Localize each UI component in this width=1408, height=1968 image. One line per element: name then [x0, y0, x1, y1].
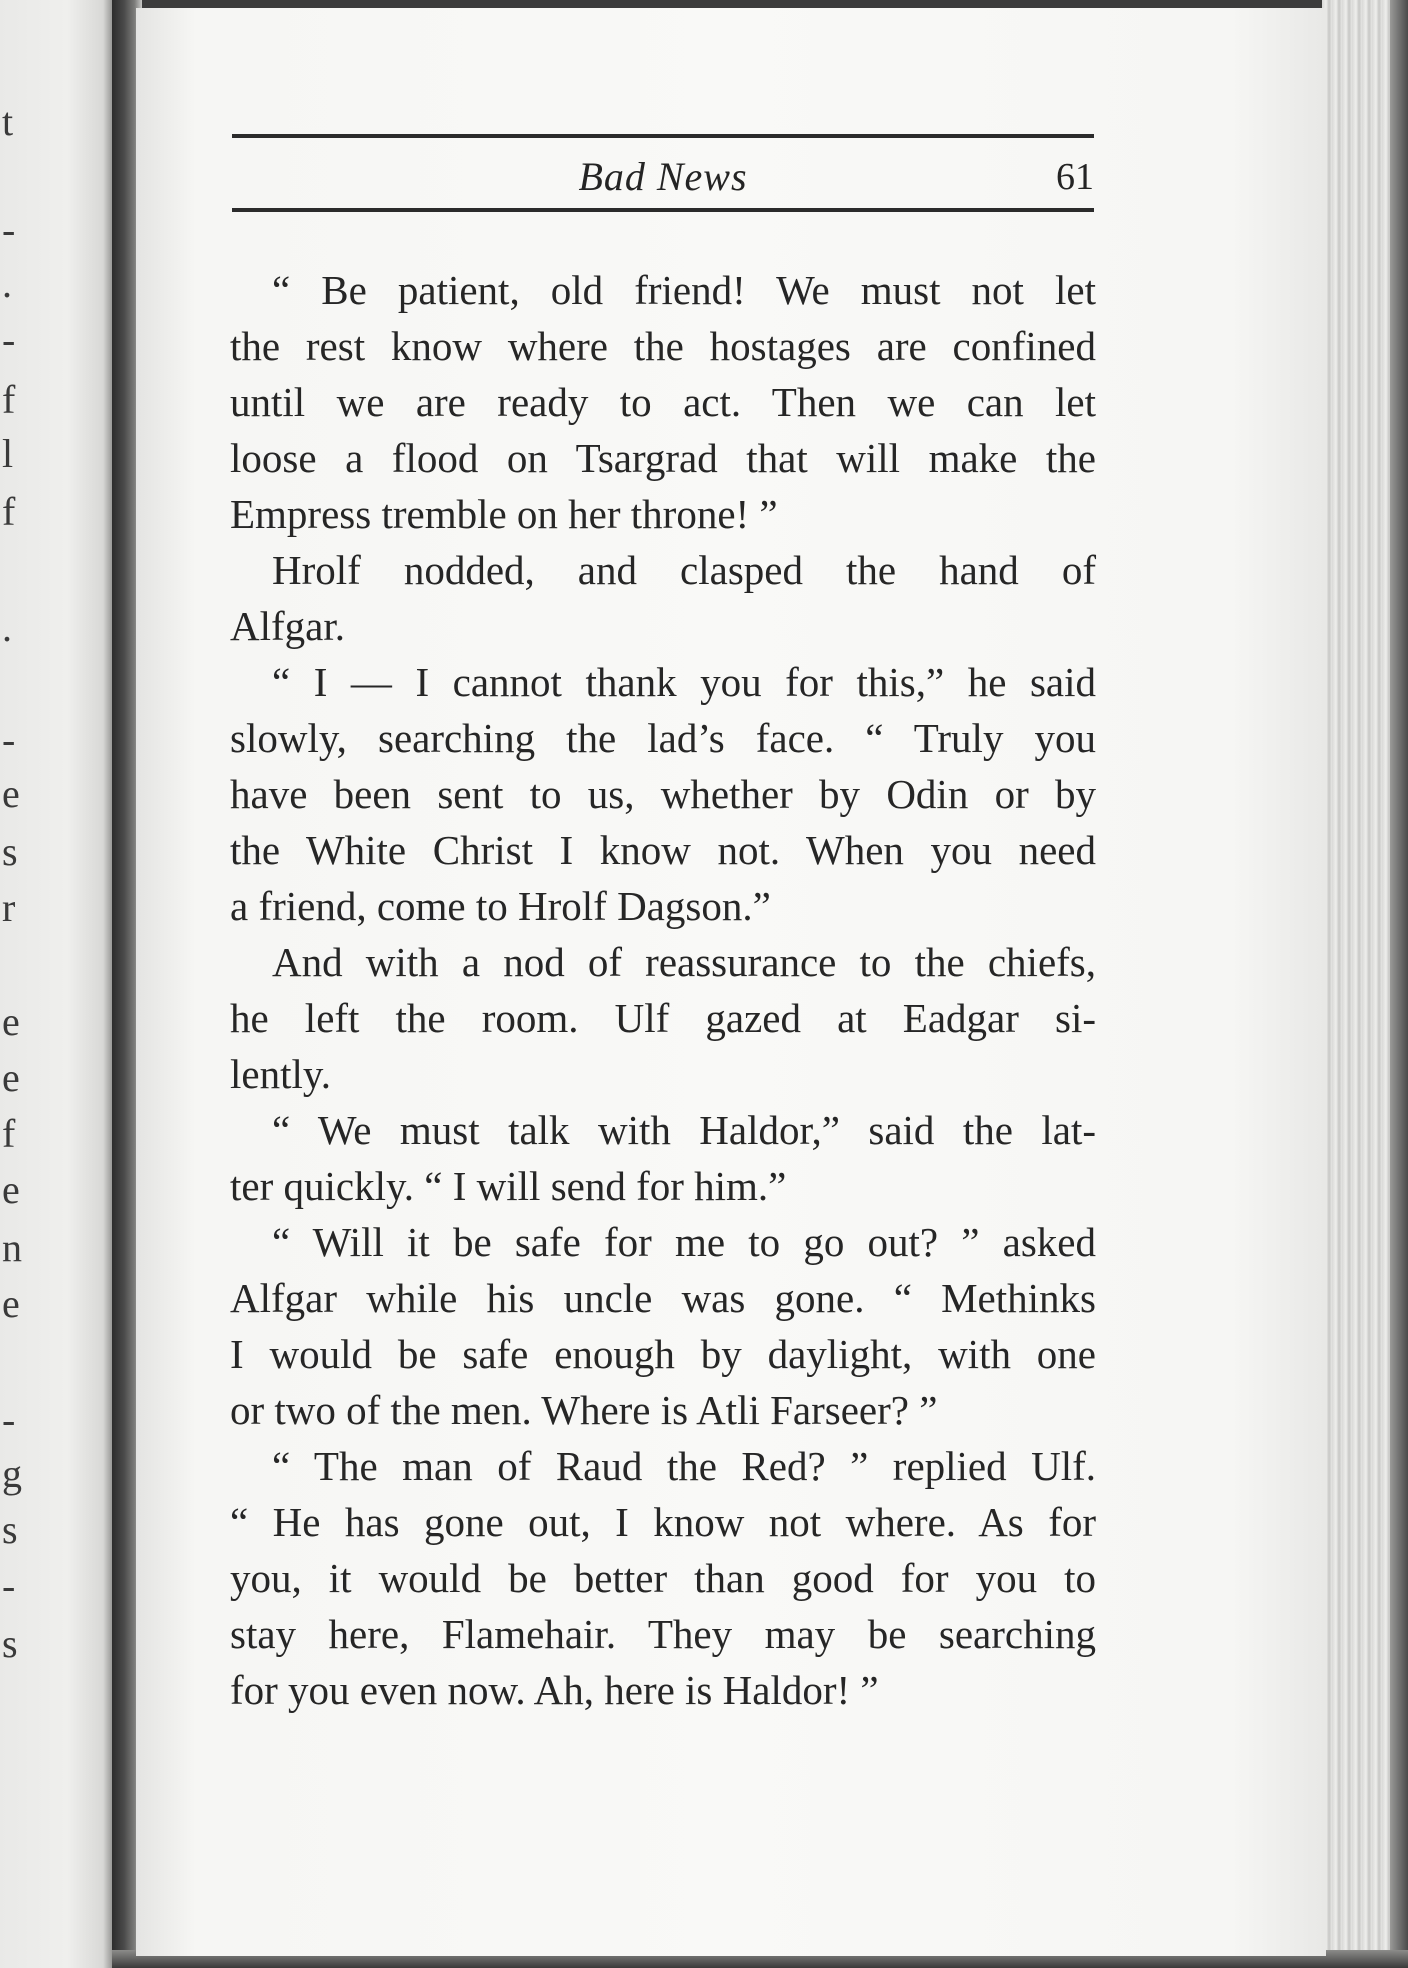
edge-char: e: [2, 1281, 20, 1326]
text-line: Hrolf nodded, and clasped the hand of: [272, 547, 1096, 593]
text-line: Alfgar.: [230, 603, 345, 649]
text-line: I would be safe enough by daylight, with one: [230, 1331, 1096, 1377]
text-line: Empress tremble on her throne! ”: [230, 491, 778, 537]
edge-char: e: [2, 771, 20, 816]
edge-char: n: [2, 1225, 22, 1270]
header-rule-bottom: [232, 208, 1094, 212]
body-text: [230, 262, 1096, 1718]
edge-char: -: [2, 207, 16, 252]
edge-char: -: [2, 717, 16, 762]
text-line: Alfgar while his uncle was gone. “ Methinks: [230, 1275, 1096, 1321]
edge-char: .: [2, 261, 12, 306]
text-line: you, it would be better than good for you to: [230, 1555, 1096, 1601]
previous-page-edge: [0, 0, 112, 1968]
text-line: a friend, come to Hrolf Dagson.”: [230, 883, 771, 929]
text-line: loose a flood on Tsargrad that will make the: [230, 435, 1096, 481]
edge-char: e: [2, 1167, 20, 1212]
edge-char: t: [2, 99, 14, 144]
text-line: lently.: [230, 1051, 331, 1097]
edge-char: -: [2, 1563, 16, 1608]
edge-char: l: [2, 431, 14, 476]
edge-char: s: [2, 1621, 18, 1666]
edge-char: -: [2, 317, 16, 362]
text-line: he left the room. Ulf gazed at Eadgar si-: [230, 995, 1096, 1041]
text-line: the rest know where the hostages are confined: [230, 323, 1096, 369]
edge-char: -: [2, 1397, 16, 1442]
page-stack-shadow: [1390, 0, 1408, 1968]
edge-char: r: [2, 885, 16, 930]
edge-char: f: [2, 377, 16, 422]
text-line: “ He has gone out, I know not where. As for: [230, 1499, 1096, 1545]
edge-char: f: [2, 489, 16, 534]
text-line: until we are ready to act. Then we can let: [230, 379, 1096, 425]
text-line: “ I — I cannot thank you for this,” he said: [272, 659, 1096, 705]
text-line: have been sent to us, whether by Odin or by: [230, 771, 1096, 817]
edge-char: e: [2, 999, 20, 1044]
text-line: “ Will it be safe for me to go out? ” asked: [272, 1219, 1096, 1265]
running-head-title: Bad News: [578, 154, 748, 199]
page-number: 61: [1056, 156, 1094, 198]
text-line: slowly, searching the lad’s face. “ Truly you: [230, 715, 1096, 761]
text-line: “ The man of Raud the Red? ” replied Ulf.: [272, 1443, 1096, 1489]
edge-char: s: [2, 829, 18, 874]
text-line: And with a nod of reassurance to the chiefs,: [272, 939, 1096, 985]
text-line: ter quickly. “ I will send for him.”: [230, 1163, 787, 1209]
text-line: for you even now. Ah, here is Haldor! ”: [230, 1667, 879, 1713]
edge-char: s: [2, 1507, 18, 1552]
edge-char: f: [2, 1111, 16, 1156]
text-line: stay here, Flamehair. They may be searching: [230, 1611, 1096, 1657]
text-line: or two of the men. Where is Atli Farseer? ”: [230, 1387, 938, 1433]
text-line: “ Be patient, old friend! We must not let: [272, 267, 1096, 313]
text-line: “ We must talk with Haldor,” said the lat-: [272, 1107, 1096, 1153]
edge-char: e: [2, 1055, 20, 1100]
edge-char: .: [2, 605, 12, 650]
edge-char: g: [2, 1451, 22, 1496]
header-rule-top: [232, 134, 1094, 138]
text-line: the White Christ I know not. When you need: [230, 827, 1096, 873]
